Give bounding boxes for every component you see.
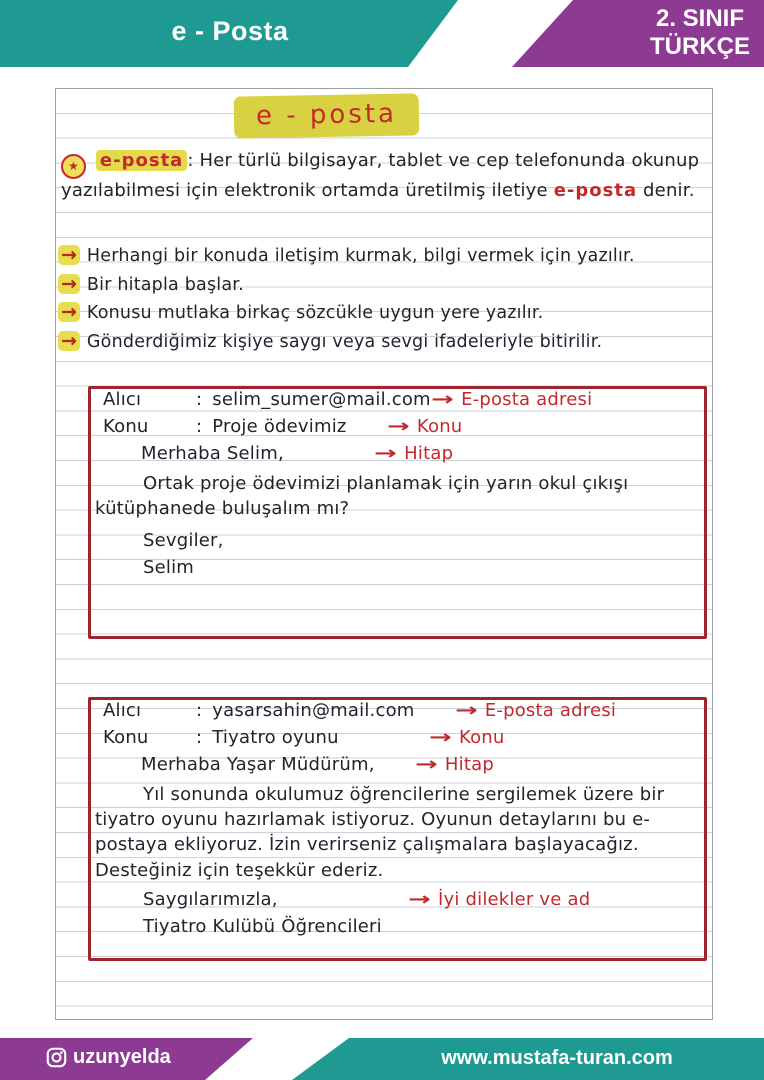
instagram-handle: uzunyelda <box>73 1046 171 1068</box>
bullet-text: Herhangi bir konuda iletişim kurmak, bilgi vermek için yazılır. <box>86 246 635 266</box>
to-value: selim_sumer@mail.com <box>212 389 431 410</box>
to-value: yasarsahin@mail.com <box>212 700 415 721</box>
to-annotation-text: E-posta adresi <box>484 700 617 721</box>
greeting-annotation <box>415 754 494 775</box>
email2-greeting-row <box>91 754 704 781</box>
subject-annotation <box>429 727 505 748</box>
subject-annotation-text: Konu <box>458 727 505 749</box>
definition-term: e-posta <box>96 150 187 171</box>
page-header <box>0 0 764 67</box>
arrow-icon: → <box>407 889 431 911</box>
to-label: Alıcı <box>103 700 142 721</box>
arrow-icon: → <box>414 754 438 776</box>
circled-star-icon: ★ <box>61 154 86 179</box>
bullet-item <box>58 331 710 360</box>
instagram-icon <box>46 1047 67 1068</box>
to-annotation-text: E-posta adresi <box>461 389 593 410</box>
bullet-list <box>58 245 710 359</box>
subject-value: Proje ödevimiz <box>212 416 347 438</box>
arrow-icon: → <box>386 416 410 438</box>
email2-subject-row <box>91 727 704 754</box>
email1-to-row <box>91 389 704 416</box>
closing-annotation <box>408 889 591 910</box>
arrow-icon: → <box>58 331 80 351</box>
arrow-icon: → <box>454 700 478 721</box>
subject-separator: : <box>196 416 203 438</box>
greeting-annotation-text: Hitap <box>404 443 454 465</box>
bullet-item <box>58 274 710 303</box>
footer-website: www.mustafa-turan.com <box>441 1047 673 1069</box>
greeting-text: Merhaba Selim, <box>141 443 284 465</box>
definition-term-repeat: e-posta <box>553 179 638 201</box>
subject-value: Tiyatro oyunu <box>212 727 339 749</box>
email1-body: Ortak proje ödevimizi planlamak için yarın okul çıkışı kütüphanede buluşalım mı? <box>95 472 629 519</box>
subject-label: Konu <box>103 727 149 749</box>
arrow-icon: → <box>428 727 452 749</box>
arrow-icon: → <box>374 443 397 465</box>
to-annotation <box>431 389 593 410</box>
email1-greeting-row <box>91 443 704 470</box>
email-example-1 <box>88 386 707 639</box>
bullet-text: Konusu mutlaka birkaç sözcükle uygun yere yazılır. <box>86 303 544 324</box>
grade-badge-line1: 2. SINIF <box>655 5 745 32</box>
page-title <box>234 93 420 138</box>
definition-colon: : <box>187 150 194 171</box>
subject-separator: : <box>196 727 203 749</box>
header-title: e - Posta <box>171 16 289 46</box>
grade-badge <box>650 5 750 61</box>
bullet-item <box>58 302 710 331</box>
definition-paragraph <box>61 149 707 204</box>
subject-annotation-text: Konu <box>416 416 463 438</box>
arrow-icon: → <box>58 245 80 265</box>
page-footer <box>0 1038 764 1080</box>
email2-body: Yıl sonunda okulumuz öğrencilerine sergilemek üzere bir tiyatro oyunu hazırlamak istiyoruz. Oyunun detaylarını bu e-postaya ekliyoruz. İzin verirseniz çalışmalara başlayacağız. Desteğiniz için teşekkür ederiz. <box>95 783 665 881</box>
footer-instagram <box>46 1046 171 1069</box>
definition-body-before: Her türlü bilgisayar, tablet ve cep telefonunda okunup yazılabilmesi için elektronik ortamda üretilmiş iletiye <box>61 150 700 201</box>
bullet-item <box>58 245 710 274</box>
email2-closing-row <box>91 889 704 916</box>
bullet-text: Gönderdiğimiz kişiye saygı veya sevgi ifadeleriyle bitirilir. <box>86 331 603 352</box>
email2-to-row <box>91 700 704 727</box>
email1-signature: Selim <box>143 557 195 579</box>
to-separator: : <box>196 389 203 410</box>
email2-signature: Tiyatro Kulübü Öğrencileri <box>143 916 382 938</box>
subject-annotation <box>387 416 463 437</box>
arrow-icon: → <box>58 274 80 294</box>
email-example-2 <box>88 697 707 961</box>
greeting-text: Merhaba Yaşar Müdürüm, <box>141 754 375 776</box>
email1-subject-row <box>91 416 704 443</box>
arrow-icon: → <box>58 302 80 322</box>
bullet-text: Bir hitapla başlar. <box>86 274 244 295</box>
to-annotation <box>455 700 617 721</box>
email1-closing: Sevgiler, <box>143 530 224 552</box>
page-title-text: e - posta <box>255 98 398 132</box>
title-highlight <box>234 93 420 138</box>
closing-annotation-text: İyi dilekler ve ad <box>438 889 591 911</box>
to-label: Alıcı <box>103 389 142 410</box>
greeting-annotation <box>374 443 453 464</box>
greeting-annotation-text: Hitap <box>444 754 494 776</box>
subject-label: Konu <box>103 416 149 438</box>
closing-text: Saygılarımızla, <box>143 889 278 911</box>
definition-body-after: denir. <box>643 179 695 201</box>
arrow-icon: → <box>430 389 454 410</box>
to-separator: : <box>196 700 203 721</box>
notebook-page <box>55 88 713 1020</box>
grade-badge-line2: TÜRKÇE <box>650 33 750 61</box>
